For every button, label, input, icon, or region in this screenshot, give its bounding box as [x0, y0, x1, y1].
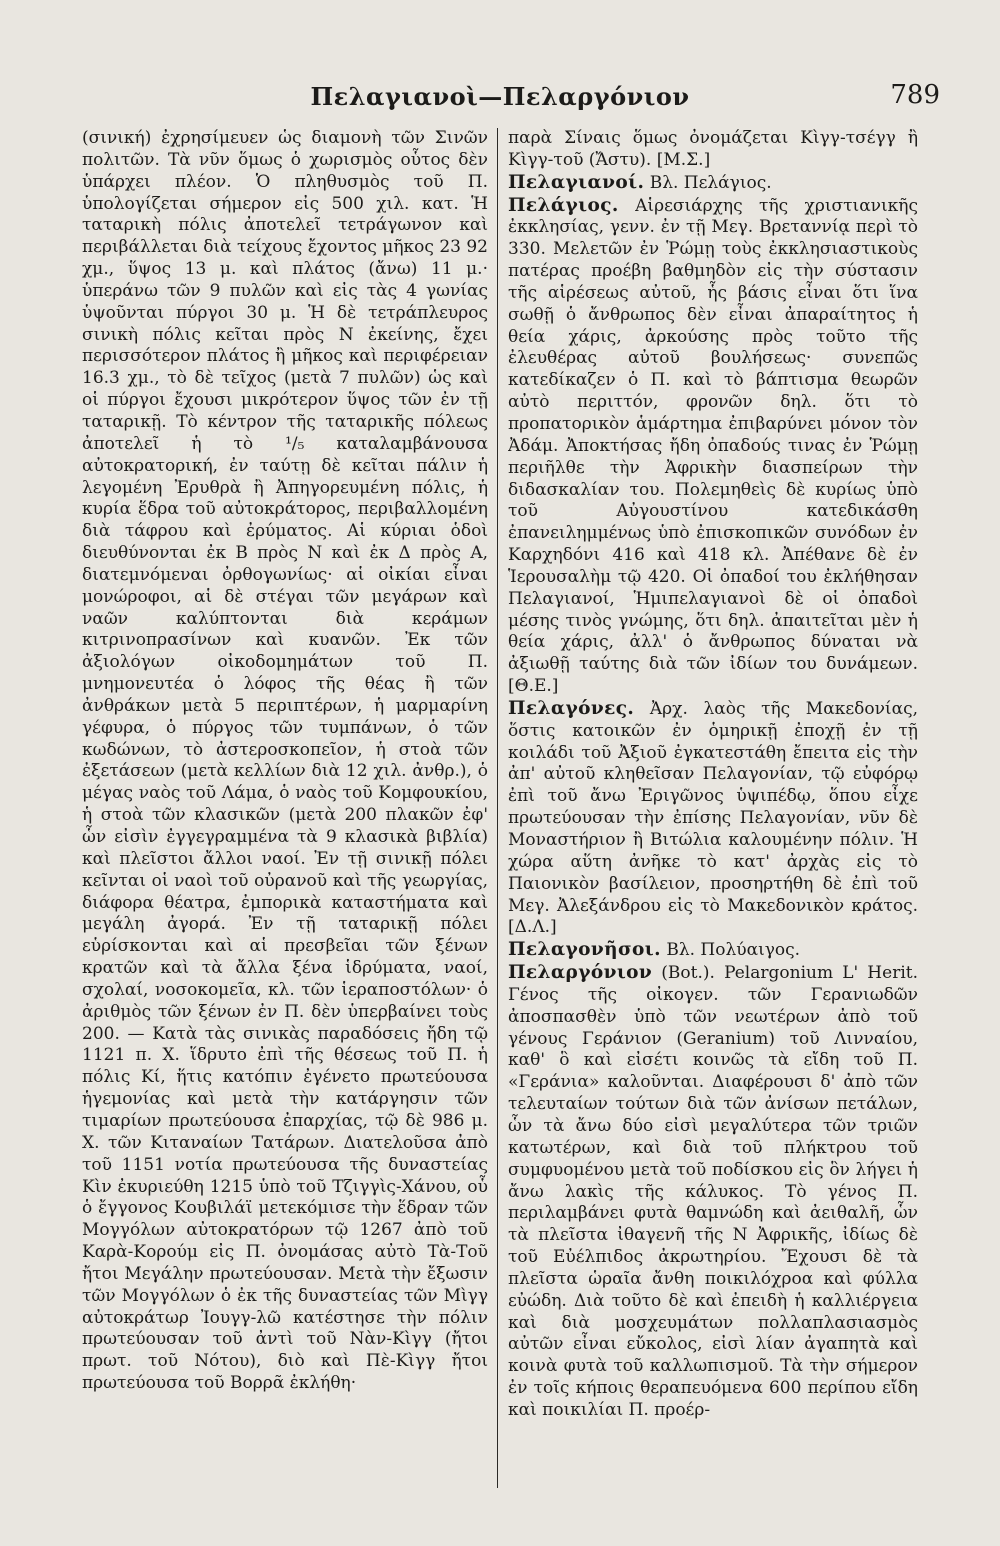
page-number: 789 — [890, 80, 940, 110]
entry-text: (Bot.). Pelargonium L' Herit. Γένος τῆς οἰκογεν. τῶν Γερανιωδῶν ἀποσπασθὲν ὑπὸ τῶν νεωτέρων ἀπὸ τοῦ γένους Γεράνιον (Geranium) τοῦ Λινναίου, καθ' ὃ καὶ εἰσέτι κοινῶς τὰ εἴδη τοῦ Π. «Γεράνια» καλοῦνται. Διαφέρουσι δ' ἀπὸ τῶν τελευταίων τούτων διὰ τῶν ἀνίσων πετάλων, ὧν τὰ ἄνω δύο εἰσὶ μεγαλύτερα τῶν τριῶν κατωτέρων, καὶ διὰ τοῦ πλήκτρου τοῦ συμφυομένου μετὰ τοῦ ποδίσκου εἰς ὃν λήγει ἡ ἄνω λακὶς τῆς κάλυκος. Τὸ γένος Π. περιλαμβάνει φυτὰ θαμνώδη καὶ ἀειθαλῆ, ὧν τὰ πλεῖστα ἰθαγενῆ τῆς Ν Ἀφρικῆς, ἰδίως δὲ τοῦ Εὐέλπιδος ἀκρωτηρίου. Ἔχουσι δὲ τὰ πλεῖστα ὡραῖα ἄνθη ποικιλόχροα καὶ φύλλα εὐώδη. Διὰ τοῦτο δὲ καὶ ἐπειδὴ ἡ καλλιέργεια καὶ διὰ μοσχευμάτων πολλαπλασιασμὸς αὐτῶν εἶναι εὔκολος, εἰσὶ λίαν ἀγαπητὰ καὶ κοινὰ φυτὰ τοῦ καλλωπισμοῦ. Τὰ τὴν σήμερον ἐν τοῖς κήποις θεραπευόμενα 600 περίπου εἴδη καὶ ποικιλίαι Π. προέρ- — [508, 963, 918, 1420]
entry-pelagones — [508, 698, 918, 939]
entry-headword: Πελαγονῆσοι. — [508, 939, 661, 961]
left-column — [82, 128, 488, 1488]
entry-text: Βλ. Πελάγιος. — [644, 172, 772, 193]
entry-pelargonion — [508, 962, 918, 1422]
right-column — [508, 128, 918, 1488]
page-header — [60, 72, 940, 122]
entry-headword: Πελαγιανοί. — [508, 171, 645, 193]
column-divider — [497, 128, 498, 1488]
entry-text: Βλ. Πολύαιγος. — [660, 940, 801, 961]
entry-pelagianoi — [508, 172, 918, 195]
entry-text: Ἀρχ. λαὸς τῆς Μακεδονίας, ὅστις κατοικῶν ἐν ὁμηρικῇ ἐποχῇ ἐν τῇ κοιλάδι τοῦ Ἀξιοῦ ἐγκατεστάθη ἔπειτα εἰς τὴν ἀπ' αὐτοῦ κληθεῖσαν Πελαγονίαν, τῷ εὐφόρῳ ἐπὶ τοῦ ἄνω Ἐριγῶνος ὑψιπέδῳ, ὅπου εἶχε πρωτεύουσαν τὴν ἐπίσης Πελαγονίαν, νῦν δὲ Μοναστήριον ἢ Βιτώλια καλουμένην πόλιν. Ἡ χώρα αὕτη ἀνῆκε τὸ κατ' ἀρχὰς εἰς τὸ Παιονικὸν βασίλειον, προσηρτήθη δὲ ἐπὶ τοῦ Μεγ. Ἀλεξάνδρου εἰς τὸ Μακεδονικὸν κράτος. [Δ.Λ.] — [508, 698, 918, 938]
entry-text: Αἱρεσιάρχης τῆς χριστιανικῆς ἐκκλησίας, γενν. ἐν τῇ Μεγ. Βρεταννίᾳ περὶ τὸ 330. Μελετῶν ἐν Ῥώμῃ τοὺς ἐκκλησιαστικοὺς πατέρας προέβη βαθμηδὸν εἰς τὴν σύστασιν τῆς αἱρέσεως αὐτοῦ, ἧς βάσις εἶναι ὅτι ἵνα σωθῇ ὁ ἄνθρωπος δὲν εἶναι ἀπαραίτητος ἡ θεία χάρις, ἀρκούσης πρὸς τοῦτο τῆς ἐλευθέρας αὐτοῦ βουλήσεως· συνεπῶς κατεδίκαζεν ὁ Π. καὶ τὸ βάπτισμα θεωρῶν αὐτὸ περιττόν, φρονῶν δηλ. ὅτι τὸ προπατορικὸν ἁμάρτημα ἐπιβαρύνει μόνον τὸν Ἀδάμ. Ἀποκτήσας ἤδη ὀπαδούς τινας ἐν Ῥώμῃ περιῆλθε τὴν Ἀφρικὴν διασπείρων τὴν διδασκαλίαν του. Πολεμηθεὶς δὲ κυρίως ὑπὸ τοῦ Αὐγουστίνου κατεδικάσθη ἐπανειλημμένως ὑπὸ ἐπισκοπικῶν συνόδων ἐν Καρχηδόνι 416 καὶ 418 κλ. Ἀπέθανε δὲ ἐν Ἱερουσαλὴμ τῷ 420. Οἱ ὀπαδοί του ἐκλήθησαν Πελαγιανοί, Ἡμιπελαγιανοὶ δὲ οἱ ὀπαδοὶ μέσης τινὸς γνώμης, ὅτι δηλ. ἀπαιτεῖται μὲν ἡ θεία χάρις, ἀλλ' ὁ ἄνθρωπος δύναται νὰ ἀξιωθῇ ταύτης διὰ τῶν ἰδίων του δυνάμεων. [Θ.Ε.] — [508, 195, 918, 697]
entry-headword: Πελαργόνιον — [508, 962, 653, 984]
entry-pelagonesoi — [508, 939, 918, 962]
right-column-intro: παρὰ Σίναις ὅμως ὀνομάζεται Κὶγγ-τσέγγ ἢ Κὶγγ-τοῦ (Ἄστυ). [Μ.Σ.] — [508, 128, 918, 170]
left-column-text: (σινική) ἐχρησίμευεν ὡς διαμονὴ τῶν Σινῶν πολιτῶν. Τὰ νῦν ὅμως ὁ χωρισμὸς οὗτος δὲν ὑπάρχει πλέον. Ὁ πληθυσμὸς τοῦ Π. ὑπολογίζεται σήμερον εἰς 500 χιλ. κατ. Ἡ ταταρικὴ πόλις ἀποτελεῖ τετράγωνον καὶ περιβάλλεται διὰ τείχους ἔχοντος μῆκος 23 92 χμ., ὕψος 13 μ. καὶ πλάτος (ἄνω) 11 μ.· ὑπεράνω τῶν 9 πυλῶν καὶ εἰς τὰς 4 γωνίας ὑψοῦνται πύργοι 30 μ. Ἡ δὲ τετράπλευρος σινικὴ πόλις κεῖται πρὸς Ν ἐκείνης, ἔχει περισσότερον πλάτος ἢ μῆκος καὶ περιφέρειαν 16.3 χμ., τὸ δὲ τεῖχος (μετὰ 7 πυλῶν) ὡς καὶ οἱ πύργοι ἔχουσι μικρότερον ὕψος τῶν ἐν τῇ ταταρικῇ. Τὸ κέντρον τῆς ταταρικῆς πόλεως ἀποτελεῖ ἡ τὸ ¹/₅ καταλαμβάνουσα αὐτοκρατορική, ἐν ταύτῃ δὲ κεῖται πάλιν ἡ λεγομένη Ἐρυθρὰ ἢ Ἀπηγορευμένη πόλις, ἡ κυρία ἕδρα τοῦ αὐτοκράτορος, περιβαλλομένη διὰ τάφρου καὶ ἐρύματος. Αἱ κύριαι ὁδοὶ διευθύνονται ἐκ Β πρὸς Ν καὶ ἐκ Δ πρὸς Α, διατεμνόμεναι ὀρθογωνίως· αἱ οἰκίαι εἶναι μονώροφοι, αἱ δὲ στέγαι τῶν μεγάρων καὶ ναῶν καλύπτονται διὰ κεράμων κιτρινοπρασίνων καὶ κυανῶν. Ἐκ τῶν ἀξιολόγων οἰκοδομημάτων τοῦ Π. μνημονευτέα ὁ λόφος τῆς θέας ἢ τῶν ἀνθράκων μετὰ 5 περιπτέρων, ἡ μαρμαρίνη γέφυρα, ὁ πύργος τῶν τυμπάνων, ὁ τῶν κωδώνων, τὸ ἀστεροσκοπεῖον, ἡ στοὰ τῶν ἐξετάσεων (μετὰ κελλίων διὰ 12 χιλ. ἀνθρ.), ὁ μέγας ναὸς τοῦ Λάμα, ὁ ναὸς τοῦ Κομφουκίου, ἡ στοὰ τῶν κλασικῶν (μετὰ 200 πλακῶν ἐφ' ὧν εἰσὶν ἐγγεγραμμένα τὰ 9 κλασικὰ βιβλία) καὶ πλεῖστοι ἄλλοι ναοί. Ἐν τῇ σινικῇ πόλει κεῖνται οἱ ναοὶ τοῦ οὐρανοῦ καὶ τῆς γεωργίας, διάφορα θέατρα, ἐμπορικὰ καταστήματα καὶ μεγάλη ἀγορά. Ἐν τῇ ταταρικῇ πόλει εὑρίσκονται καὶ αἱ πρεσβεῖαι τῶν ξένων κρατῶν καὶ τὰ ἄλλα ξένα ἱδρύματα, ναοί, σχολαί, νοσοκομεῖα, κλ. τῶν ἱεραποστόλων· ὁ ἀριθμὸς τῶν ξένων ἐν Π. δὲν ὑπερβαίνει τοὺς 200. — Κατὰ τὰς σινικὰς παραδόσεις ἤδη τῷ 1121 π. Χ. ἵδρυτο ἐπὶ τῆς θέσεως τοῦ Π. ἡ πόλις Κί, ἥτις κατόπιν ἐγένετο πρωτεύουσα ἡγεμονίας καὶ μετὰ τὴν κατάργησιν τῶν τιμαρίων πρωτεύουσα ἐπαρχίας, τῷ δὲ 986 μ. Χ. τῶν Κιταναίων Τατάρων. Διατελοῦσα ἀπὸ τοῦ 1151 νοτία πρωτεύουσα τῆς δυναστείας Κὶν ἐκυριεύθη 1215 ὑπὸ τοῦ Τζιγγὶς-Χάνου, οὗ ὁ ἔγγονος Κουβιλάϊ μετεκόμισε τὴν ἕδραν τῶν Μογγόλων αὐτοκρατόρων τῷ 1267 ἀπὸ τοῦ Καρὰ-Κορούμ εἰς Π. ὀνομάσας αὐτὸ Τὰ-Τοῦ ἤτοι Μεγάλην πρωτεύουσαν. Μετὰ τὴν ἔξωσιν τῶν Μογγόλων ὁ ἐκ τῆς δυναστείας τῶν Μὶγγ αὐτοκράτωρ Ἰουγγ-λῶ κατέστησε τὴν πόλιν πρωτεύουσαν τοῦ ἀντὶ τοῦ Νὰν-Κὶγγ (ἤτοι πρωτ. τοῦ Νότου), διὸ καὶ Πὲ-Κὶγγ ἤτοι πρωτεύουσα τοῦ Βορρᾶ ἐκλήθη· — [82, 128, 488, 1394]
entry-pelagios — [508, 195, 918, 698]
entry-headword: Πελάγιος. — [508, 194, 619, 216]
running-head: Πελαγιανοὶ—Πελαργόνιον — [310, 82, 690, 111]
entry-headword: Πελαγόνες. — [508, 697, 635, 719]
